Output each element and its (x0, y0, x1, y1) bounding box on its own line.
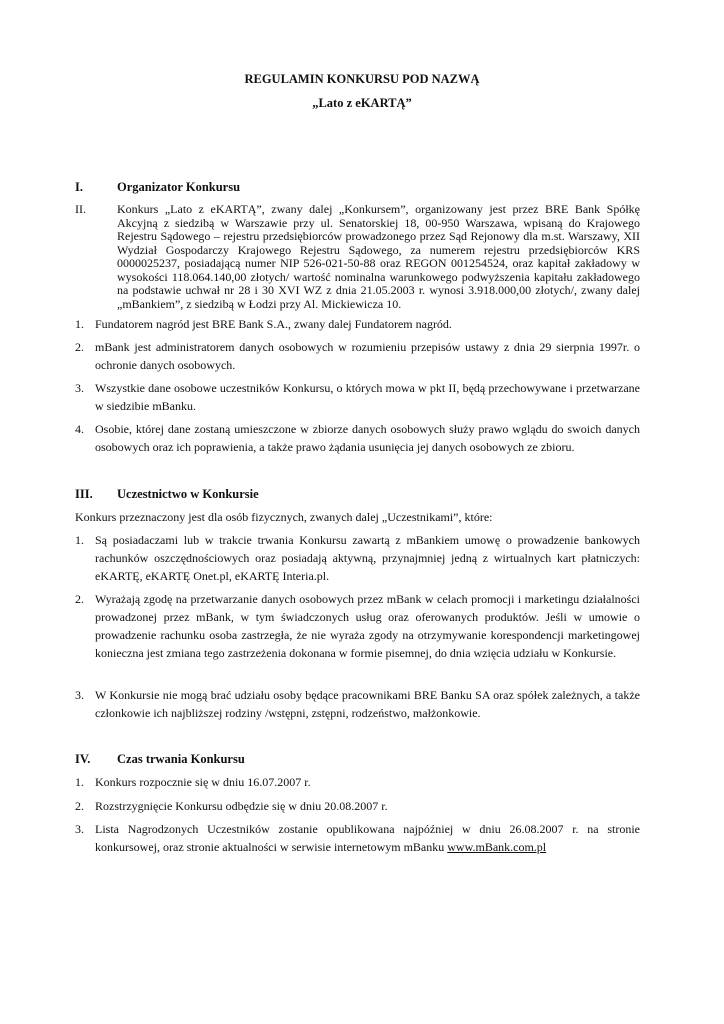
section-title: Organizator Konkursu (117, 180, 241, 194)
section-number: IV. (75, 752, 91, 766)
list-item (75, 531, 640, 585)
section-heading-participation (75, 487, 259, 502)
list-item (75, 820, 640, 856)
document-title: REGULAMIN KONKURSU POD NAZWĄ (244, 72, 480, 86)
item-number: 1. (75, 775, 84, 789)
item-text: Osobie, której dane zostaną umieszczone w zbiorze danych osobowych służy prawo wglądu do swoich danych osobowych oraz ich poprawienia, a także prawo żądania usunięcia jej danych osobowych ze zbioru. (95, 422, 640, 454)
list-item (75, 590, 640, 662)
item-number: 1. (75, 317, 84, 331)
item-text: Lista Nagrodzonych Uczestników zostanie opublikowana najpóźniej w dniu 26.08.2007 r. na stronie konkursowej, oraz stronie aktualności w serwisie internetowym mBanku (95, 822, 640, 854)
document-subtitle: „Lato z eKARTĄ” (312, 96, 412, 110)
item-number: 2. (75, 799, 84, 813)
list-item (75, 420, 640, 456)
section-heading-organizer (75, 180, 240, 195)
item-text-with-link (95, 820, 640, 856)
item-number: 3. (75, 381, 84, 395)
item-text: Fundatorem nagród jest BRE Bank S.A., zwany dalej Fundatorem nagród. (95, 317, 452, 331)
item-number: 2. (75, 340, 84, 354)
list-item (75, 686, 640, 722)
list-item (75, 797, 640, 815)
item-text: W Konkursie nie mogą brać udziału osoby będące pracownikami BRE Banku SA oraz spółek zależnych, a także członkowie ich najbliższej rodziny /wstępni, zstępni, rodzeństwo, małżonkowie. (95, 688, 640, 720)
item-number: 3. (75, 688, 84, 702)
item-text: mBank jest administratorem danych osobowych w rozumieniu przepisów ustawy z dnia 29 sierpnia 1997r. o ochronie danych osobowych. (95, 340, 640, 372)
section-number: II. (75, 202, 86, 216)
list-item (75, 315, 640, 333)
item-text: Są posiadaczami lub w trakcie trwania Konkursu zawartą z mBankiem umowę o prowadzenie bankowych rachunków oszczędnościowych oraz posiadają aktywną, przynajmniej jedną z wirtualnych kart płatniczych: eKARTĘ, eKARTĘ Onet.pl, eKARTĘ Interia.pl. (95, 533, 640, 583)
paragraph-text: Konkurs „Lato z eKARTĄ”, zwany dalej „Konkursem”, organizowany jest przez BRE Bank Spółkę Akcyjną z siedzibą w Warszawie przy ul. Senatorskiej 18, 00-950 Warszawa, wpisaną do Krajowego Rejestru Sądowego – rejestru przedsiębiorców prowadzonego przez Sąd Rejonowy dla m.st. Warszawy, XII Wydział Gospodarczy Krajowego Rejestru Sądowego, za numerem rejestru przedsiębiorców KRS 0000025237, posiadającą numer NIP 526-021-50-88 oraz REGON 001254524, oraz kapitał zakładowy w wysokości 118.064.140,00 złotych/ wartość nominalna warunkowego podwyższenia kapitału zakładowego na podstawie uchwał nr 28 i 30 XVI WZ z dnia 21.05.2003 r. wynosi 3.918.000,00 złotych/, zwany dalej „mBankiem”, z siedzibą w Łodzi przy Al. Mickiewicza 10. (117, 202, 640, 311)
item-text: Rozstrzygnięcie Konkursu odbędzie się w dniu 20.08.2007 r. (95, 799, 388, 813)
item-number: 2. (75, 592, 84, 606)
section-number: III. (75, 487, 93, 501)
item-number: 4. (75, 422, 84, 436)
section-title: Czas trwania Konkursu (117, 752, 245, 766)
item-number: 1. (75, 533, 84, 547)
section-intro: Konkurs przeznaczony jest dla osób fizycznych, zwanych dalej „Uczestnikami”, które: (75, 510, 493, 524)
item-text: Konkurs rozpocznie się w dniu 16.07.2007 r. (95, 775, 311, 789)
section-number: I. (75, 180, 83, 194)
section-title: Uczestnictwo w Konkursie (117, 487, 259, 501)
mbank-website-link[interactable]: www.mBank.com.pl (447, 840, 547, 854)
section-heading-duration (75, 752, 245, 767)
list-item (75, 379, 640, 415)
item-text: Wyrażają zgodę na przetwarzanie danych osobowych przez mBank w celach promocji i marketingu działalności prowadzonej przez mBank, w tym świadczonych usług oraz oferowanych produktów. Jeśli w umowie o prowadzenie rachunku osoba zastrzegła, że nie wyraża zgody na otrzymywanie korespondencji marketingowej konieczna jest zmiana tego zastrzeżenia dokonana w formie pisemnej, do dnia wzięcia udziału w Konkursie. (95, 592, 640, 660)
item-number: 3. (75, 822, 84, 836)
list-item (75, 773, 640, 791)
item-text: Wszystkie dane osobowe uczestników Konkursu, o których mowa w pkt II, będą przechowywane i przetwarzane w siedzibie mBanku. (95, 381, 640, 413)
list-item (75, 338, 640, 374)
section-organizer-paragraph (75, 203, 640, 311)
